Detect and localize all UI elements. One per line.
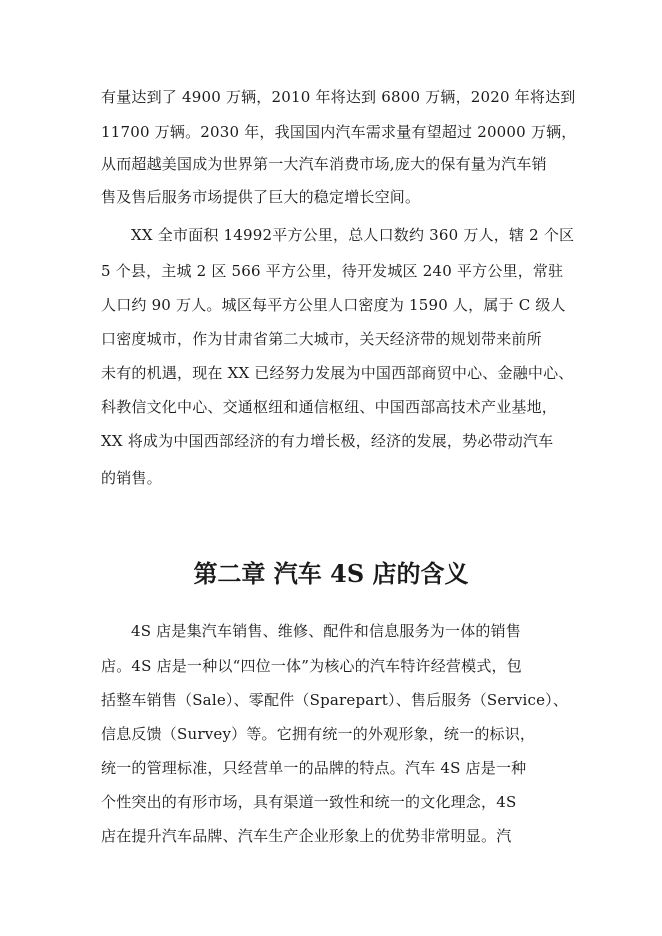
- paragraph-line: 售及售后服务市场提供了巨大的稳定增长空间。: [101, 188, 421, 206]
- paragraph-line: 口密度城市，作为甘肃省第二大城市，关天经济带的规划带来前所: [101, 330, 542, 348]
- paragraph-line: 5 个县，主城 2 区 566 平方公里，待开发城区 240 平方公里，常驻: [101, 262, 564, 280]
- paragraph-line: XX 全市面积 14992平方公里，总人口数约 360 万人，辖 2 个区: [131, 226, 575, 244]
- chapter-title: 第二章 汽车 4S 店的含义: [193, 559, 469, 588]
- paragraph-line: 的销售。: [101, 469, 162, 487]
- paragraph-line: XX 将成为中国西部经济的有力增长极，经济的发展，势必带动汽车: [101, 432, 554, 450]
- paragraph-line: 统一的管理标准，只经营单一的品牌的特点。汽车 4S 店是一种: [101, 759, 527, 777]
- paragraph-line: 未有的机遇，现在 XX 已经努力发展为中国西部商贸中心、金融中心、: [101, 364, 574, 382]
- paragraph-line: 从而超越美国成为世界第一大汽车消费市场,庞大的保有量为汽车销: [101, 155, 547, 173]
- paragraph-line: 人口约 90 万人。城区每平方公里人口密度为 1590 人，属于 C 级人: [101, 296, 566, 314]
- paragraph-line: 4S 店是集汽车销售、维修、配件和信息服务为一体的销售: [131, 622, 521, 640]
- paragraph-line: 店。4S 店是一种以“四位一体”为核心的汽车特许经营模式，包: [101, 657, 522, 675]
- paragraph-line: 科教信文化中心、交通枢纽和通信枢纽、中国西部高技术产业基地，: [101, 398, 558, 416]
- paragraph-line: 11700 万辆。2030 年，我国国内汽车需求量有望超过 20000 万辆，: [101, 123, 577, 141]
- paragraph-line: 有量达到了 4900 万辆，2010 年将达到 6800 万辆，2020 年将达到: [101, 88, 576, 106]
- paragraph-line: 店在提升汽车品牌、汽车生产企业形象上的优势非常明显。汽: [101, 827, 512, 845]
- paragraph-line: 括整车销售（Sale）、零配件（Sparepart）、售后服务（Service）、: [101, 691, 569, 709]
- paragraph-line: 个性突出的有形市场，具有渠道一致性和统一的文化理念，4S: [101, 793, 517, 811]
- paragraph-line: 信息反馈（Survey）等。它拥有统一的外观形象，统一的标识，: [101, 725, 536, 743]
